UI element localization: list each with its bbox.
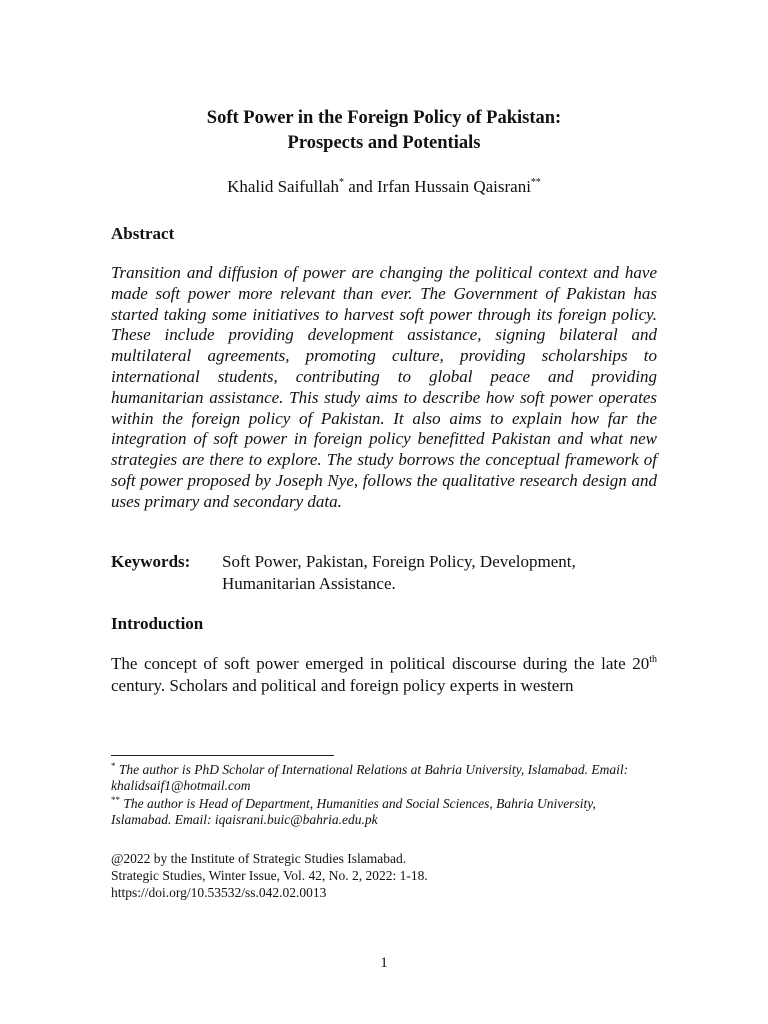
author-2-name: Irfan Hussain Qaisrani [377,177,531,196]
abstract-heading: Abstract [111,224,175,243]
paper-title [0,106,768,156]
abstract-text: Transition and diffusion of power are changing the political context and have made soft power more relevant than ever. The Government of Pakistan has started taking some initiatives to harvest soft power through its foreign policy. These include providing development assistance, signing bilateral and multilateral agreements, promoting culture, providing scholarships to international students, contributing to global peace and providing humanitarian assistance. This study aims to describe how soft power operates within the foreign policy of Pakistan. It also aims to explain how far the integration of soft power in foreign policy benefitted Pakistan and what new strategies are there to explore. The study borrows the conceptual framework of soft power proposed by Joseph Nye, follows the qualitative research design and uses primary and secondary data. [111,263,657,511]
keywords-value [222,551,652,595]
footnote-divider [111,755,334,756]
title-line-1: Soft Power in the Foreign Policy of Pakistan: [206,108,562,128]
title-line-2: Prospects and Potentials [287,133,481,153]
author-list [0,176,768,198]
footnote-1-mark: * [111,761,116,771]
author-1-name: Khalid Saifullah [227,177,339,196]
introduction-text-part-1: The concept of soft power emerged in political discourse during the late 20 [111,654,650,673]
copyright-block [111,850,428,901]
author-2-footnote-mark: ** [530,177,541,188]
journal-citation: Strategic Studies, Winter Issue, Vol. 42, No. 2, 2022: 1-18. [111,868,428,883]
keywords-label: Keywords: [111,552,191,571]
page-number: 1 [380,955,388,971]
footnote-2 [111,796,657,828]
introduction-text-part-2: century. Scholars and political and foreign policy experts in western [111,676,574,695]
copyright-line: @2022 by the Institute of Strategic Studies Islamabad. [111,851,407,866]
footnote-1 [111,762,657,794]
keywords-line-2: Humanitarian Assistance. [222,574,396,593]
introduction-heading: Introduction [111,614,204,633]
footnote-2-mark: ** [111,795,120,805]
introduction-text [111,653,657,697]
doi-link[interactable]: https://doi.org/10.53532/ss.042.02.0013 [111,885,327,900]
keywords-line-1: Soft Power, Pakistan, Foreign Policy, Development, [222,552,576,571]
footnote-2-text: The author is Head of Department, Humanities and Social Sciences, Bahria University, Islamabad. Email: iqaisrani.buic@bahria.edu.pk [111,796,596,827]
author-1-footnote-mark: * [338,177,344,188]
footnote-1-text: The author is PhD Scholar of International Relations at Bahria University, Islamabad. Email: khalidsaif1@hotmail.com [111,762,629,793]
author-connector: and [348,177,373,196]
ordinal-superscript: th [649,654,657,665]
